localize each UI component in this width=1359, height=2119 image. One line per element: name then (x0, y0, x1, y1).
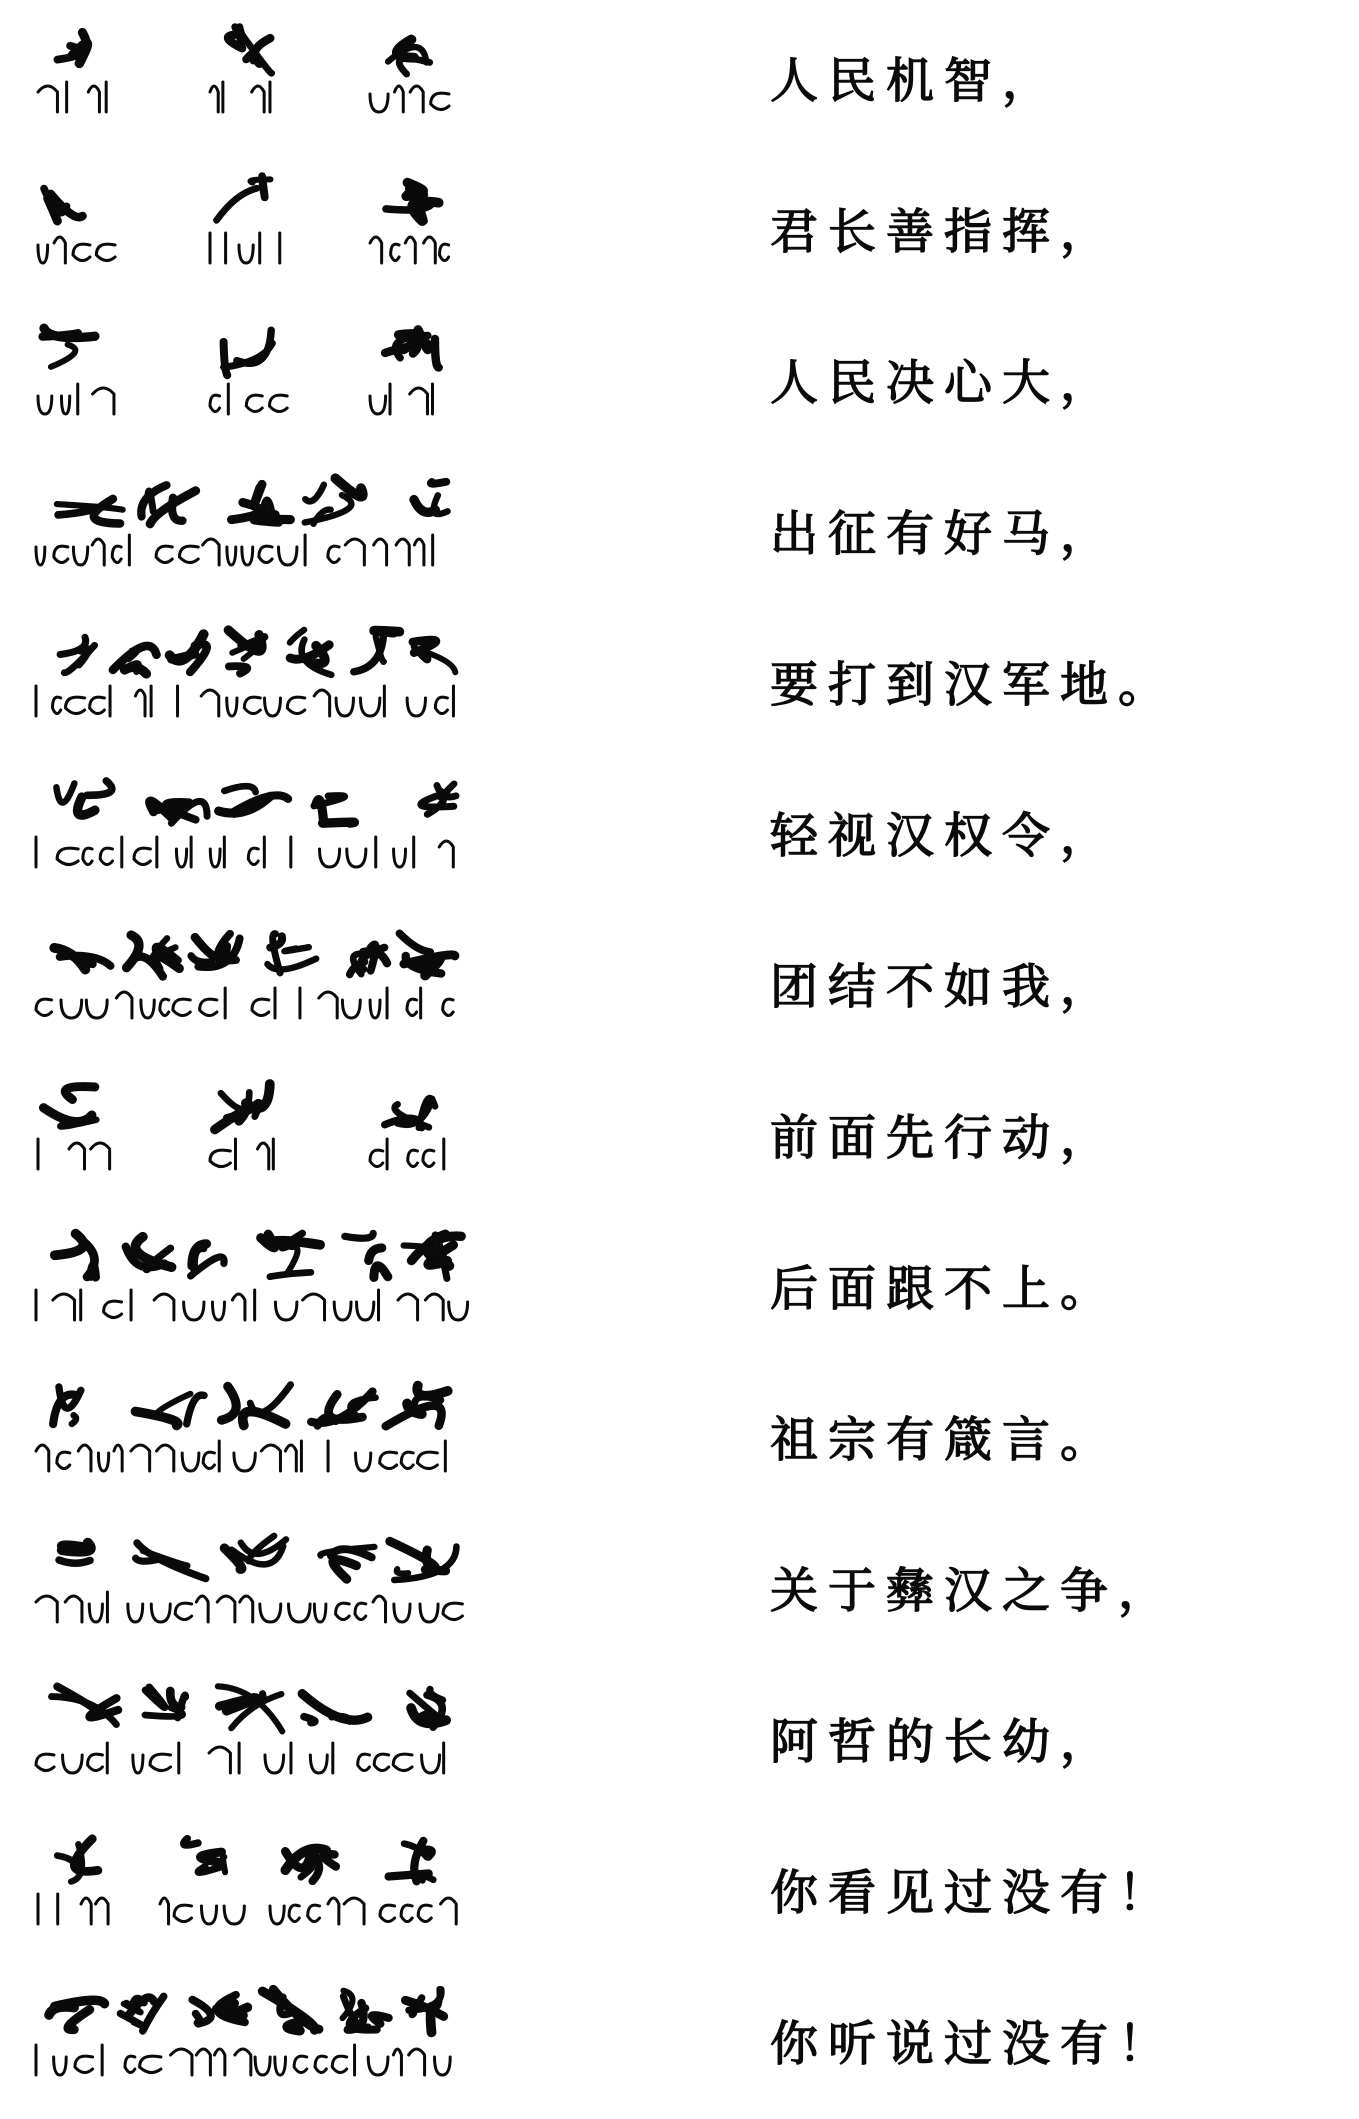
yi-glyph (350, 944, 387, 974)
chinese-translation: 君长善指挥， (770, 203, 1119, 260)
yi-glyph (218, 1686, 282, 1731)
yi-glyph (184, 1839, 225, 1873)
yi-glyph (228, 27, 271, 73)
yi-glyph (43, 328, 95, 367)
yi-glyph (52, 1687, 119, 1725)
phonetic-transcription (270, 1898, 364, 1924)
chinese-translation: 阿哲的长幼， (770, 1713, 1119, 1770)
yi-glyph (136, 1543, 206, 1579)
phonetic-transcription (210, 82, 270, 112)
phonetic-transcription (38, 384, 114, 414)
yi-glyph (413, 640, 456, 672)
phonetic-transcription (370, 384, 433, 414)
phonetic-transcription (160, 1898, 244, 1924)
yi-glyph (389, 1841, 434, 1881)
yi-glyph (345, 1233, 388, 1277)
yi-glyph (343, 1991, 389, 2030)
yi-glyph (421, 784, 456, 815)
yi-glyph (354, 631, 400, 672)
verse-row (0, 1963, 1359, 2115)
verse-row (0, 1359, 1359, 1511)
yi-glyph (268, 934, 317, 973)
yi-script-image (30, 1812, 470, 1964)
verse-row (0, 1661, 1359, 1813)
yi-script-image (30, 1208, 470, 1360)
verse-row (0, 906, 1359, 1058)
yi-glyph (141, 485, 195, 524)
yi-glyph (44, 189, 83, 222)
phonetic-transcription (38, 82, 106, 112)
yi-script-image (30, 1661, 470, 1813)
yi-glyph (305, 478, 363, 524)
yi-glyph (57, 33, 87, 64)
yi-glyph (217, 176, 271, 220)
phonetic-transcription (36, 1592, 462, 1622)
phonetic-transcription (210, 384, 287, 414)
yi-script-image (30, 906, 470, 1058)
yi-glyph (414, 482, 448, 514)
yi-glyph (224, 1536, 286, 1569)
phonetic-transcription (36, 1290, 468, 1320)
verse-row (0, 453, 1359, 605)
chinese-translation: 要打到汉军地。 (770, 656, 1177, 713)
verse-row (0, 151, 1359, 303)
yi-glyph (285, 1849, 336, 1882)
yi-glyph (222, 1385, 291, 1426)
phonetic-transcription (38, 237, 115, 263)
yi-glyph (54, 948, 110, 970)
yi-glyph (113, 646, 157, 674)
chinese-translation: 人民决心大， (770, 354, 1119, 411)
phonetic-transcription (36, 2045, 450, 2075)
yi-glyph (410, 1690, 446, 1728)
yi-glyph (150, 801, 208, 823)
chinese-translation: 你听说过没有！ (770, 2015, 1177, 2072)
yi-glyph (400, 933, 455, 975)
yi-glyph (145, 1687, 185, 1718)
yi-glyph (170, 634, 207, 672)
yi-glyph (386, 183, 439, 222)
phonetic-transcription (36, 1441, 445, 1471)
yi-glyph (53, 1387, 81, 1424)
yi-glyph (385, 330, 439, 368)
phonetic-transcription (370, 237, 449, 263)
yi-glyph (261, 1233, 320, 1276)
yi-glyph (55, 1234, 96, 1278)
yi-script-image (30, 1963, 470, 2115)
chinese-translation: 轻视汉权令， (770, 807, 1119, 864)
chinese-translation: 后面跟不上。 (770, 1260, 1119, 1317)
yi-glyph (228, 630, 264, 673)
yi-script-image (30, 755, 470, 907)
phonetic-transcription (36, 837, 453, 867)
yi-glyph (136, 1394, 205, 1426)
verse-row (0, 755, 1359, 907)
yi-glyph (314, 796, 354, 824)
yi-glyph (192, 1995, 247, 2024)
phonetic-transcription (210, 1139, 273, 1169)
yi-glyph (311, 1392, 375, 1426)
yi-script-image (30, 453, 470, 605)
yi-glyph (215, 1084, 270, 1130)
verse-row (0, 1208, 1359, 1360)
phonetic-transcription (36, 988, 453, 1018)
yi-glyph (302, 1694, 368, 1723)
yi-glyph (320, 1547, 374, 1579)
phonetic-transcription (36, 686, 453, 716)
yi-glyph (290, 630, 332, 675)
verse-row (0, 0, 1359, 152)
verse-row (0, 302, 1359, 454)
yi-glyph (44, 1087, 97, 1127)
chinese-translation: 团结不如我， (770, 958, 1119, 1015)
chinese-translation: 人民机智， (770, 52, 1061, 109)
verse-row (0, 604, 1359, 756)
yi-glyph (224, 330, 273, 375)
yi-glyph (390, 1541, 457, 1580)
phonetic-transcription (38, 1894, 108, 1924)
yi-glyph (126, 1237, 172, 1270)
yi-script-image (30, 151, 470, 303)
yi-glyph (57, 499, 123, 524)
chinese-translation: 关于彝汉之争， (770, 1562, 1177, 1619)
phonetic-transcription (380, 1898, 456, 1924)
yi-glyph (263, 1989, 319, 2030)
yi-glyph (60, 637, 95, 672)
yi-glyph (404, 1235, 462, 1279)
yi-script-image (30, 302, 470, 454)
yi-glyph (191, 934, 240, 967)
phonetic-transcription (370, 86, 449, 112)
yi-glyph (386, 1386, 448, 1427)
yi-glyph (219, 786, 289, 814)
yi-glyph (405, 1989, 443, 2032)
chinese-translation: 祖宗有箴言。 (770, 1411, 1119, 1468)
yi-glyph (232, 484, 291, 522)
yi-script-image (30, 1359, 470, 1511)
chinese-translation: 出征有好马， (770, 505, 1119, 562)
yi-script-image (30, 0, 470, 152)
yi-script-image (30, 1057, 470, 1209)
phonetic-transcription (38, 1139, 110, 1169)
yi-glyph (57, 1839, 98, 1882)
phonetic-transcription (370, 1139, 444, 1169)
phonetic-transcription (36, 535, 433, 565)
phonetic-transcription (210, 233, 280, 263)
yi-glyph (120, 1996, 163, 2031)
verse-row (0, 1057, 1359, 1209)
chinese-translation: 前面先行动， (770, 1109, 1119, 1166)
phonetic-transcription (36, 1743, 444, 1773)
yi-script-image (30, 1510, 470, 1662)
yi-glyph (127, 935, 180, 976)
verse-row (0, 1812, 1359, 1964)
yi-glyph (388, 40, 430, 74)
yi-glyph (49, 2000, 105, 2029)
yi-glyph (385, 1098, 435, 1128)
yi-glyph (191, 1244, 224, 1276)
verse-row (0, 1510, 1359, 1662)
yi-glyph (56, 781, 111, 815)
chinese-translation: 你看见过没有！ (770, 1864, 1177, 1921)
yi-script-image (30, 604, 470, 756)
yi-glyph (59, 1543, 91, 1564)
